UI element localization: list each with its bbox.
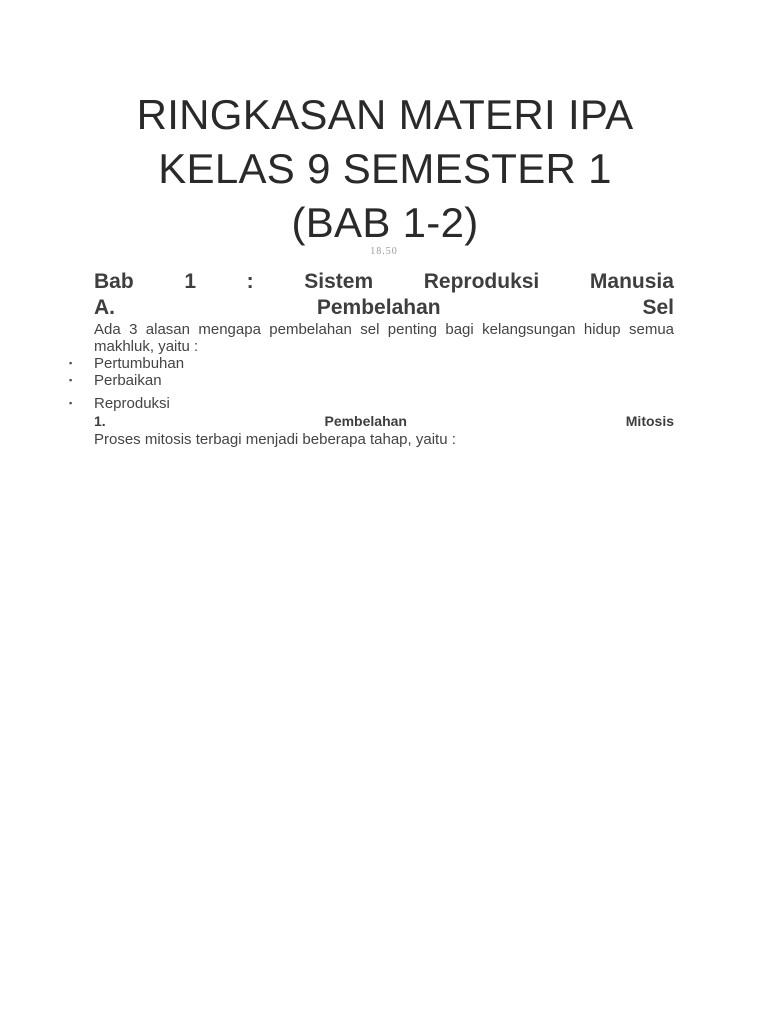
heading-word: Bab: [94, 270, 134, 293]
heading-word: :: [246, 270, 254, 293]
bullet-icon: ▪: [69, 358, 73, 368]
list-item-label: Pertumbuhan: [94, 355, 185, 372]
intro-paragraph: Ada 3 alasan mengapa pembelahan sel penting bagi kelangsungan hidup semua makhluk, yaitu :: [94, 321, 674, 355]
subheading-word: Mitosis: [625, 413, 674, 429]
bullet-icon: ▪: [69, 375, 73, 385]
heading-word: Reproduksi: [423, 270, 540, 293]
title-line-1: RINGKASAN MATERI IPA: [136, 91, 634, 138]
subheading-word: Pembelahan: [324, 413, 407, 429]
list-item: [69, 355, 184, 372]
list-item-label: Reproduksi: [94, 395, 170, 412]
title-line-3: (BAB 1-2): [291, 199, 479, 246]
bullet-icon: ▪: [69, 398, 73, 408]
chapter-heading: [94, 270, 674, 294]
heading-word: Pembelahan: [316, 296, 441, 319]
mitosis-paragraph: Proses mitosis terbagi menjadi beberapa tahap, yaitu :: [94, 431, 456, 448]
list-item-label: Perbaikan: [94, 372, 162, 389]
list-item: [69, 372, 162, 389]
post-time: 18.50: [370, 246, 398, 257]
heading-word: 1: [184, 270, 196, 293]
section-heading: [94, 296, 674, 320]
heading-word: A.: [94, 296, 115, 319]
heading-word: Manusia: [589, 270, 674, 293]
subsection-heading: [94, 413, 674, 429]
list-item: [69, 395, 170, 412]
title-line-2: KELAS 9 SEMESTER 1: [158, 145, 612, 192]
heading-word: Sel: [642, 296, 674, 319]
heading-word: Sistem: [304, 270, 374, 293]
document-title: [100, 88, 670, 250]
subheading-word: 1.: [94, 413, 106, 429]
